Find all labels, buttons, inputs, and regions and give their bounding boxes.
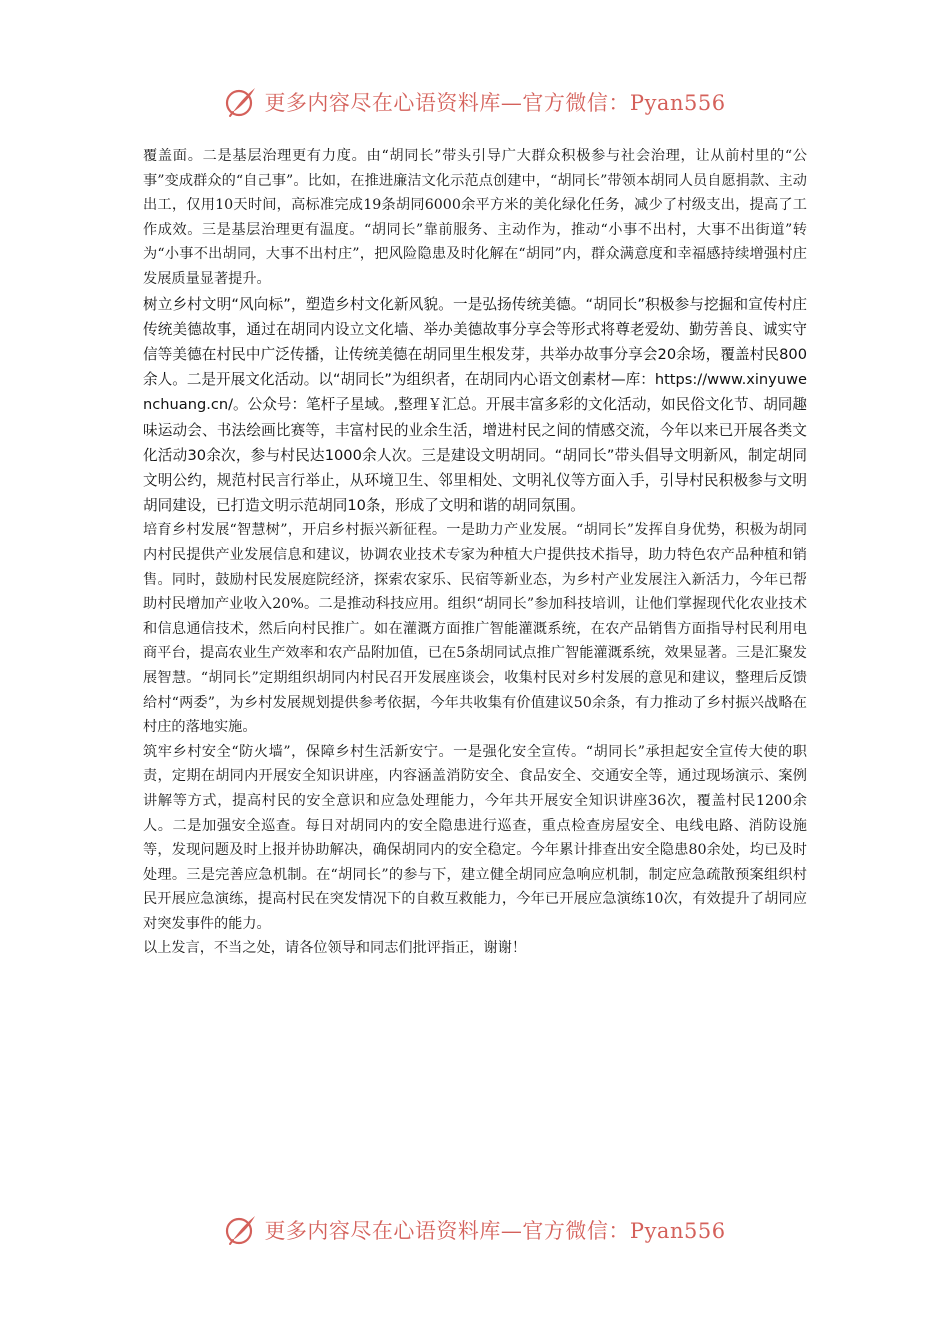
document-body bbox=[143, 144, 807, 961]
paragraph-development: 培育乡村发展“智慧树”，开启乡村振兴新征程。一是助力产业发展。“胡同长”发挥自身优势，积极为胡同内村民提供产业发展信息和建议，协调农业技术专家为种植大户提供技术指导，助力特色农产品种植和销售。同时，鼓励村民发展庭院经济，探索农家乐、民宿等新业态，为乡村产业发展注入新活力，今年已帮助村民增加产业收入20%。二是推动科技应用。组织“胡同长”参加科技培训，让他们掌握现代化农业技术和信息通信技术，然后向村民推广。如在灌溉方面推广智能灌溉系统，在农产品销售方面指导村民利用电商平台，提高农业生产效率和农产品附加值，已在5条胡同试点推广智能灌溉系统，效果显著。三是汇聚发展智慧。“胡同长”定期组织胡同内村民召开发展座谈会，收集村民对乡村发展的意见和建议，整理后反馈给村“两委”，为乡村发展规划提供参考依据，今年共收集有价值建议50余条，有力推动了乡村振兴战略在村庄的落地实施。 bbox=[143, 522, 808, 736]
paragraph-safety: 筑牢乡村安全“防火墙”，保障乡村生活新安宁。一是强化安全宣传。“胡同长”承担起安全宣传大使的职责，定期在胡同内开展安全知识讲座，内容涵盖消防安全、食品安全、交通安全等，通过现场演示、案例讲解等方式，提高村民的安全意识和应急处理能力，今年共开展安全知识讲座36次，覆盖村民1200余人。二是加强安全巡查。每日对胡同内的安全隐患进行巡查，重点检查房屋安全、电线电路、消防设施等，发现问题及时上报并协助解决，确保胡同内的安全稳定。今年累计排查出安全隐患80余处，均已及时处理。三是完善应急机制。在“胡同长”的参与下，建立健全胡同应急响应机制，制定应急疏散预案组织村民开展应急演练，提高村民在突发情况下的自救互救能力，今年已开展应急演练10次，有效提升了胡同应对突发事件的能力。 bbox=[143, 743, 807, 932]
footer-watermark-banner bbox=[0, 1210, 950, 1250]
header-watermark-banner bbox=[0, 82, 950, 122]
watermark-text: 更多内容尽在心语资料库—官方微信：Pyan556 bbox=[264, 1219, 726, 1243]
paragraph-culture: 树立乡村文明“风向标”，塑造乡村文化新风貌。一是弘扬传统美德。“胡同长”积极参与挖掘和宣传村庄传统美德故事，通过在胡同内设立文化墙、举办美德故事分享会等形式将尊老爱幼、勤劳善良、诚实守信等美德在村民中广泛传播，让传统美德在胡同里生根发芽，共举办故事分享会20余场，覆盖村民800余人。二是开展文化活动。以“胡同长”为组织者，在胡同内心语文创素材—库：https://www.xinyuwenchuang.cn/。公众号：笔杆子星域。,整理￥汇总。开展丰富多彩的文化活动，如民俗文化节、胡同趣味运动会、书法绘画比赛等，丰富村民的业余生活，增进村民之间的情感交流，今年以来已开展各类文化活动30余次，参与村民达1000余人次。三是建设文明胡同。“胡同长”带头倡导文明新风，制定胡同文明公约，规范村民言行举止，从环境卫生、邻里相处、文明礼仪等方面入手，引导村民积极参与文明胡同建设，已打造文明示范胡同10条，形成了文明和谐的胡同氛围。 bbox=[143, 295, 807, 515]
paragraph-closing: 以上发言，不当之处，请各位领导和同志们批评指正，谢谢！ bbox=[143, 940, 527, 957]
paragraph-governance: 覆盖面。二是基层治理更有力度。由“胡同长”带头引导广大群众积极参与社会治理，让从前村里的“公事”变成群众的“自己事”。比如，在推进廉洁文化示范点创建中，“胡同长”带领本胡同人员自愿捐款、主动出工，仅用10天时间，高标准完成19条胡同6000余平方米的美化绿化任务，减少了村级支出，提高了工作成效。三是基层治理更有温度。“胡同长”靠前服务、主动作为，推动“小事不出村，大事不出街道”转为“小事不出胡同，大事不出村庄”，把风险隐患及时化解在“胡同”内，群众满意度和幸福感持续增强村庄发展质量显著提升。 bbox=[143, 148, 807, 287]
watermark-text: 更多内容尽在心语资料库—官方微信：Pyan556 bbox=[264, 91, 726, 115]
quill-pen-icon bbox=[224, 1213, 258, 1247]
quill-pen-icon bbox=[224, 85, 258, 119]
